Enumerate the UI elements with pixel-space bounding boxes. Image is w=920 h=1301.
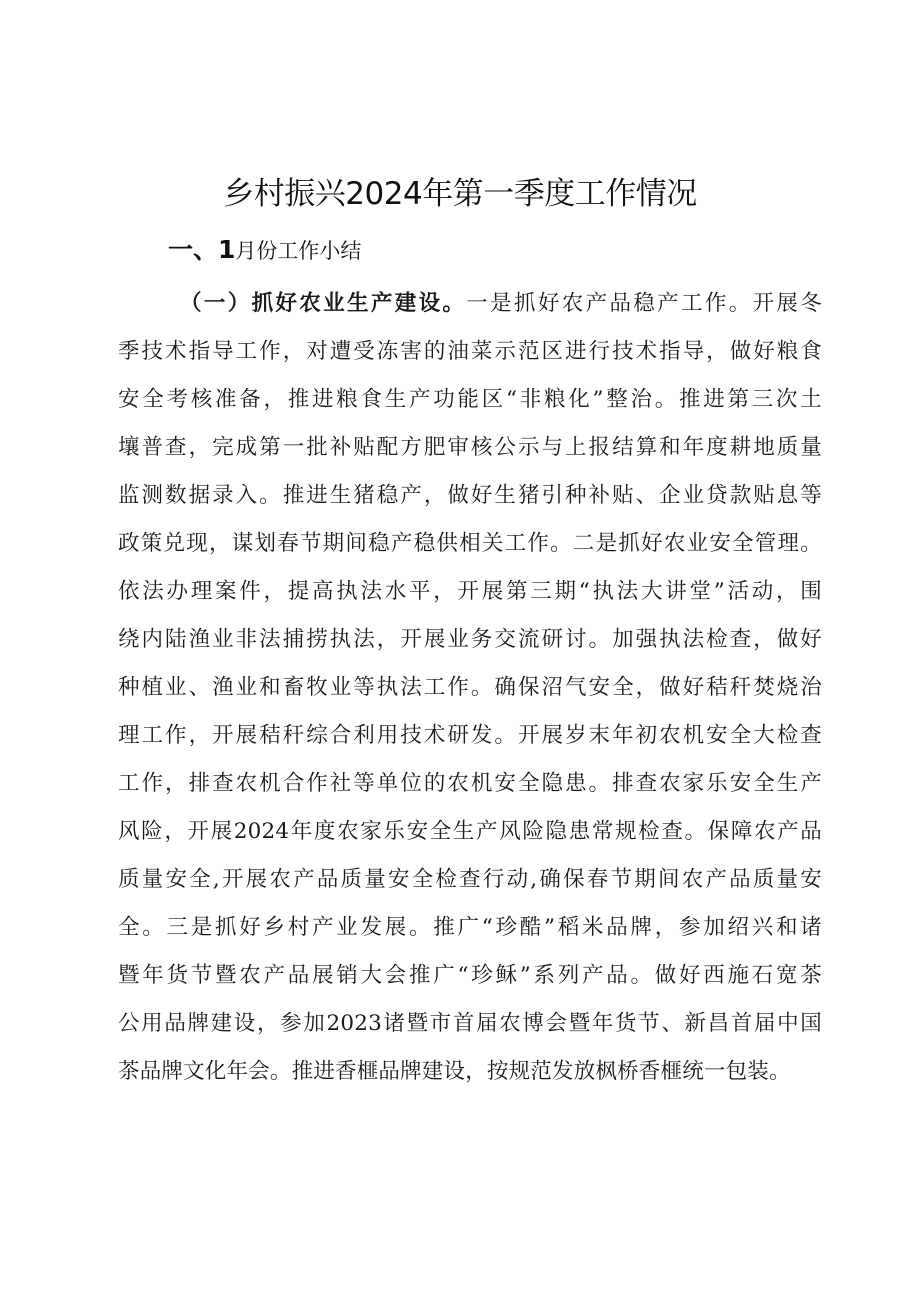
paragraph-line: 理工作，开展秸秆综合利用技术研发。开展岁末年初农机安全大检查: [118, 723, 822, 748]
paragraph-line: 壤普查，完成第一批补贴配方肥审核公示与上报结算和年度耕地质量: [118, 435, 822, 460]
paragraph-subheading: （一）抓好农业生产建设。: [180, 291, 467, 316]
paragraph-line-text: 一是抓好农产品稳产工作。开展冬: [466, 291, 822, 316]
paragraph-line: 茶品牌文化年会。推进香榧品牌建设，按规范发放枫桥香榧统一包装。: [118, 1059, 791, 1084]
paragraph-line: 暨年货节暨农产品展销大会推广“珍稣”系列产品。做好西施石宽茶: [118, 963, 822, 988]
body-paragraph: [118, 282, 822, 1098]
section-heading: [168, 232, 361, 269]
section-number: 一、1: [168, 235, 236, 264]
paragraph-line: 工作，排查农机合作社等单位的农机安全隐患。排查农家乐安全生产: [118, 771, 822, 796]
paragraph-line: 绕内陆渔业非法捕捞执法，开展业务交流研讨。加强执法检查，做好: [118, 627, 822, 652]
paragraph-line: 安全考核准备，推进粮食生产功能区“非粮化”整治。推进第三次土: [118, 387, 822, 412]
paragraph-line: 全。三是抓好乡村产业发展。推广“珍酷”稻米品牌，参加绍兴和诸: [118, 915, 822, 940]
paragraph-line: [118, 282, 822, 330]
paragraph-line: 政策兑现，谋划春节期间稳产稳供相关工作。二是抓好农业安全管理。: [118, 531, 822, 556]
paragraph-line: 质量安全,开展农产品质量安全检查行动,确保春节期间农产品质量安: [118, 867, 822, 892]
paragraph-line: 依法办理案件，提高执法水平，开展第三期“执法大讲堂”活动，围: [118, 579, 822, 604]
paragraph-line: 种植业、渔业和畜牧业等执法工作。确保沼气安全，做好秸秆焚烧治: [118, 675, 822, 700]
paragraph-line: 公用品牌建设，参加2023诸暨市首届农博会暨年货节、新昌首届中国: [118, 1011, 822, 1036]
document-title: 乡村振兴2024年第一季度工作情况: [223, 176, 697, 212]
paragraph-line: 监测数据录入。推进生猪稳产，做好生猪引种补贴、企业贷款贴息等: [118, 483, 822, 508]
paragraph-line: 风险，开展2024年度农家乐安全生产风险隐患常规检查。保障农产品: [118, 819, 822, 844]
section-label: 月份工作小结: [235, 239, 362, 263]
paragraph-line: 季技术指导工作，对遭受冻害的油菜示范区进行技术指导，做好粮食: [118, 339, 822, 364]
